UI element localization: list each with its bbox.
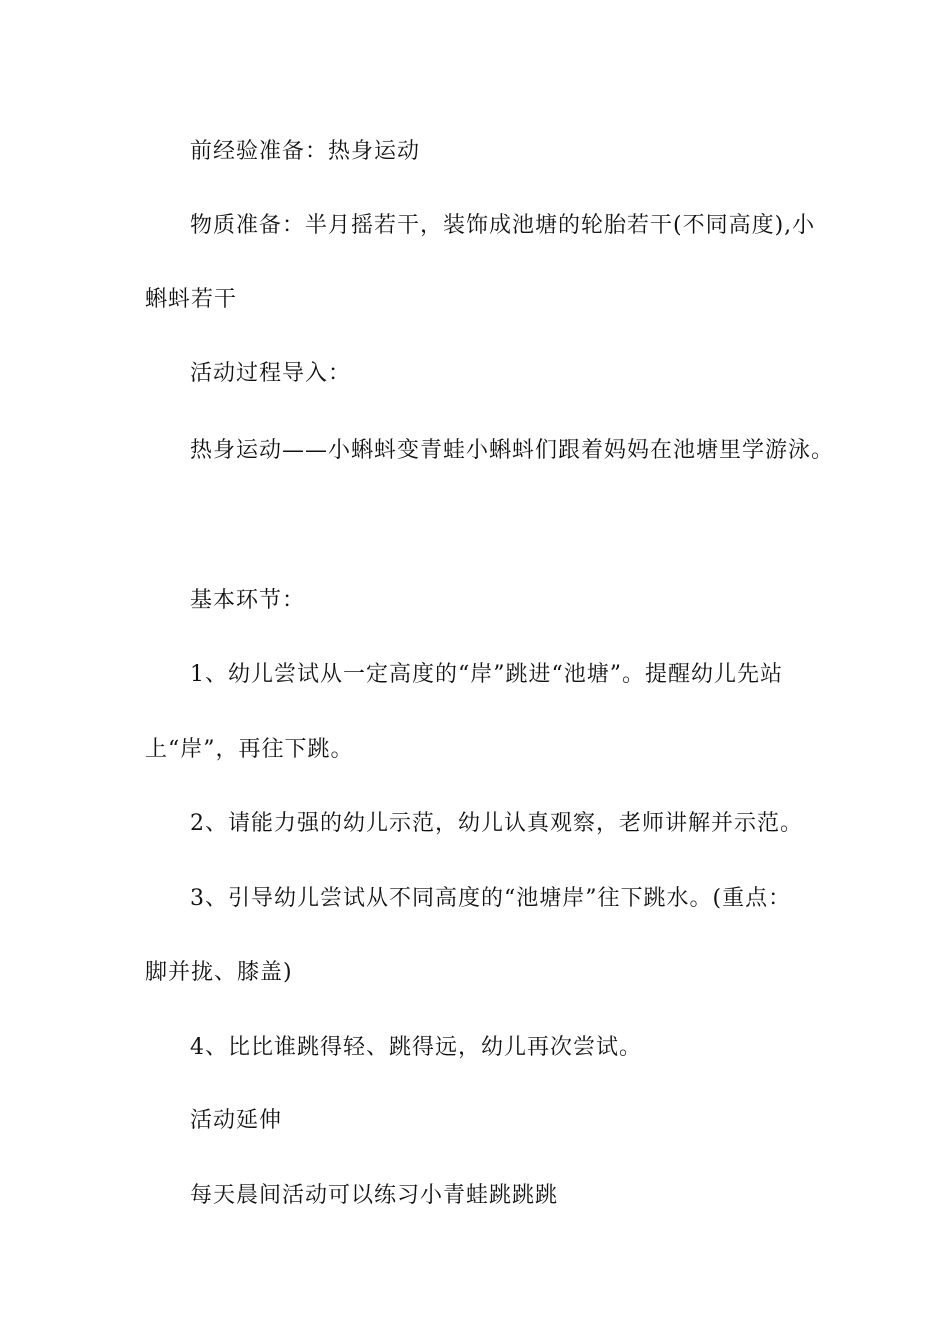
paragraph-activity-intro: 活动过程导入： [190,361,352,386]
paragraph-materials-line1: 物质准备：半月摇若干，装饰成池塘的轮胎若干(不同高度),小 [190,213,816,238]
paragraph-extension-content: 每天晨间活动可以练习小青蛙跳跳跳 [190,1183,559,1208]
paragraph-materials-line2: 蝌蚪若干 [145,287,238,312]
paragraph-step1-line1: 1、幼儿尝试从一定高度的“岸”跳进“池塘”。提醒幼儿先站 [190,662,783,687]
paragraph-step2: 2、请能力强的幼儿示范，幼儿认真观察，老师讲解并示范。 [190,811,803,836]
paragraph-step3-line2: 脚并拢、膝盖) [145,960,293,985]
paragraph-basic-steps-heading: 基本环节： [190,588,306,613]
paragraph-extension-heading: 活动延伸 [190,1108,283,1133]
paragraph-step3-line1: 3、引导幼儿尝试从不同高度的“池塘岸”往下跳水。(重点： [190,886,792,911]
paragraph-step4: 4、比比谁跳得轻、跳得远，幼儿再次尝试。 [190,1035,642,1060]
paragraph-prior-experience: 前经验准备：热身运动 [190,139,421,164]
paragraph-warmup: 热身运动——小蝌蚪变青蛙小蝌蚪们跟着妈妈在池塘里学游泳。 [190,438,835,463]
paragraph-step1-line2: 上“岸”，再往下跳。 [145,737,354,762]
